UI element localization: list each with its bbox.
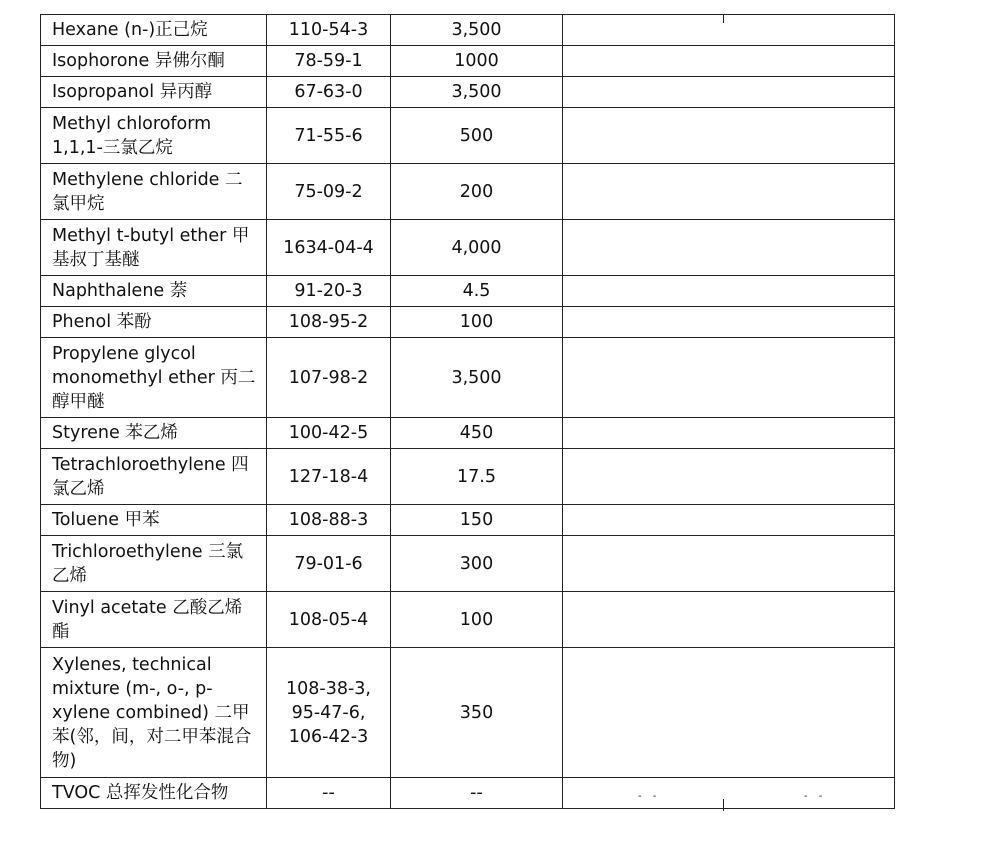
blank-cell [855, 505, 895, 536]
cas-number-line: 100-42-5 [288, 423, 369, 443]
blank-cell [855, 418, 895, 449]
chemical-name: Xylenes, technical mixture (m-, o-, p-xylene combined) 二甲苯(邻，间，对二甲苯混合物) [41, 648, 267, 778]
blank-cell [855, 220, 895, 276]
cas-number [267, 449, 391, 505]
cas-number-line: 106-42-3 [288, 726, 369, 747]
table-row [41, 46, 895, 77]
cas-number-line: -- [322, 783, 335, 803]
table-row [41, 108, 895, 164]
limit-value: 1000 [391, 46, 563, 77]
cas-number-line: 127-18-4 [288, 466, 369, 487]
limit-value: 3,500 [391, 15, 563, 46]
cas-number-line: 91-20-3 [294, 281, 363, 301]
limit-value: 300 [391, 536, 563, 592]
chemical-name: Hexane (n-)正己烷 [41, 15, 267, 46]
blank-cell [563, 15, 723, 46]
blank-cell [723, 164, 855, 220]
cas-number-line: 75-09-2 [294, 181, 363, 202]
chemical-name: Isopropanol 异丙醇 [41, 77, 267, 108]
chemical-name: Naphthalene 萘 [41, 276, 267, 307]
blank-cell [723, 449, 855, 505]
blank-cell [723, 108, 855, 164]
cas-number-line: 108-88-3 [288, 510, 369, 530]
blank-cell [723, 418, 855, 449]
limit-value: 4,000 [391, 220, 563, 276]
cas-number-line: 1634-04-4 [283, 237, 374, 258]
blank-cell [855, 46, 895, 77]
cas-number-line: 67-63-0 [294, 82, 363, 102]
blank-cell [723, 15, 855, 46]
limit-value: 350 [391, 648, 563, 778]
chemical-name: Methyl t-butyl ether 甲基叔丁基醚 [41, 220, 267, 276]
cas-number [267, 307, 391, 338]
chemical-name: Tetrachloroethylene 四氯乙烯 [41, 449, 267, 505]
cas-number [267, 592, 391, 648]
cas-number-line: 108-95-2 [288, 312, 369, 332]
blank-cell [855, 307, 895, 338]
blank-cell [723, 276, 855, 307]
limit-value: 100 [391, 592, 563, 648]
cas-number [267, 338, 391, 418]
blank-cell [563, 338, 723, 418]
limit-value: -- [391, 778, 563, 809]
voc-limits-table [40, 14, 894, 809]
cas-number [267, 77, 391, 108]
table-row [41, 77, 895, 108]
blank-cell [563, 592, 723, 648]
table-row [41, 220, 895, 276]
blank-cell [855, 778, 895, 809]
limit-value: 150 [391, 505, 563, 536]
chemical-name: Toluene 甲苯 [41, 505, 267, 536]
cas-number [267, 536, 391, 592]
blank-cell [563, 648, 723, 778]
cas-number [267, 418, 391, 449]
limit-value: 3,500 [391, 77, 563, 108]
chemical-name: Isophorone 异佛尔酮 [41, 46, 267, 77]
chemical-name: Methylene chloride 二氯甲烷 [41, 164, 267, 220]
cas-number [267, 648, 391, 778]
limit-value: 100 [391, 307, 563, 338]
cas-number [267, 108, 391, 164]
blank-cell [723, 46, 855, 77]
table-row [41, 307, 895, 338]
cas-number-line: 108-05-4 [288, 609, 369, 630]
blank-cell [855, 536, 895, 592]
chemical-name: Phenol 苯酚 [41, 307, 267, 338]
blank-cell [855, 108, 895, 164]
chemical-name: Methyl chloroform 1,1,1-三氯乙烷 [41, 108, 267, 164]
chemical-name: TVOC 总挥发性化合物 [41, 778, 267, 809]
table-row [41, 648, 895, 778]
blank-cell [563, 46, 723, 77]
faint-dash-left: - - [638, 791, 661, 802]
cas-number [267, 505, 391, 536]
limit-value: 4.5 [391, 276, 563, 307]
blank-cell [563, 307, 723, 338]
limit-value: 500 [391, 108, 563, 164]
table-row [41, 338, 895, 418]
blank-cell [563, 220, 723, 276]
blank-cell [723, 307, 855, 338]
cas-number-line: 108-38-3, [286, 678, 371, 699]
blank-cell [563, 77, 723, 108]
cas-number [267, 46, 391, 77]
cas-number-line: 78-59-1 [294, 51, 363, 71]
table-row [41, 505, 895, 536]
chemical-name: Styrene 苯乙烯 [41, 418, 267, 449]
chemical-name: Propylene glycol monomethyl ether 丙二醇甲醚 [41, 338, 267, 418]
chemical-name: Trichloroethylene 三氯乙烯 [41, 536, 267, 592]
blank-cell [563, 449, 723, 505]
cas-number-line: 71-55-6 [294, 125, 363, 146]
cas-number [267, 778, 391, 809]
cas-number [267, 15, 391, 46]
table-row [41, 276, 895, 307]
blank-cell [855, 15, 895, 46]
table-row [41, 536, 895, 592]
blank-cell [563, 536, 723, 592]
table-row [41, 418, 895, 449]
table-row [41, 15, 895, 46]
limit-value: 450 [391, 418, 563, 449]
table-body [41, 15, 895, 809]
column-divider-top [723, 14, 724, 23]
blank-cell [855, 648, 895, 778]
cas-number [267, 276, 391, 307]
cas-number [267, 164, 391, 220]
blank-cell [723, 592, 855, 648]
blank-cell [723, 648, 855, 778]
cas-number [267, 220, 391, 276]
blank-cell [855, 592, 895, 648]
table-row [41, 449, 895, 505]
cas-number-line: 79-01-6 [294, 553, 363, 574]
column-divider-bottom [723, 799, 724, 811]
table-row [41, 778, 895, 809]
cas-number-line: 107-98-2 [288, 367, 369, 388]
blank-cell [855, 164, 895, 220]
blank-cell [723, 778, 855, 809]
limit-value: 17.5 [391, 449, 563, 505]
cas-number-line: 110-54-3 [288, 20, 369, 40]
blank-cell [855, 449, 895, 505]
blank-cell [563, 505, 723, 536]
blank-cell [723, 77, 855, 108]
blank-cell [855, 276, 895, 307]
table-row [41, 592, 895, 648]
blank-cell [855, 77, 895, 108]
limit-value: 3,500 [391, 338, 563, 418]
blank-cell [723, 220, 855, 276]
table-row [41, 164, 895, 220]
blank-cell [723, 505, 855, 536]
blank-cell [563, 164, 723, 220]
limit-value: 200 [391, 164, 563, 220]
chemical-name: Vinyl acetate 乙酸乙烯酯 [41, 592, 267, 648]
cas-number-line: 95-47-6, [291, 702, 366, 723]
blank-cell [855, 338, 895, 418]
blank-cell [723, 536, 855, 592]
blank-cell [563, 276, 723, 307]
faint-dash-right: - - [804, 791, 827, 802]
blank-cell [563, 108, 723, 164]
blank-cell [563, 418, 723, 449]
blank-cell [723, 338, 855, 418]
